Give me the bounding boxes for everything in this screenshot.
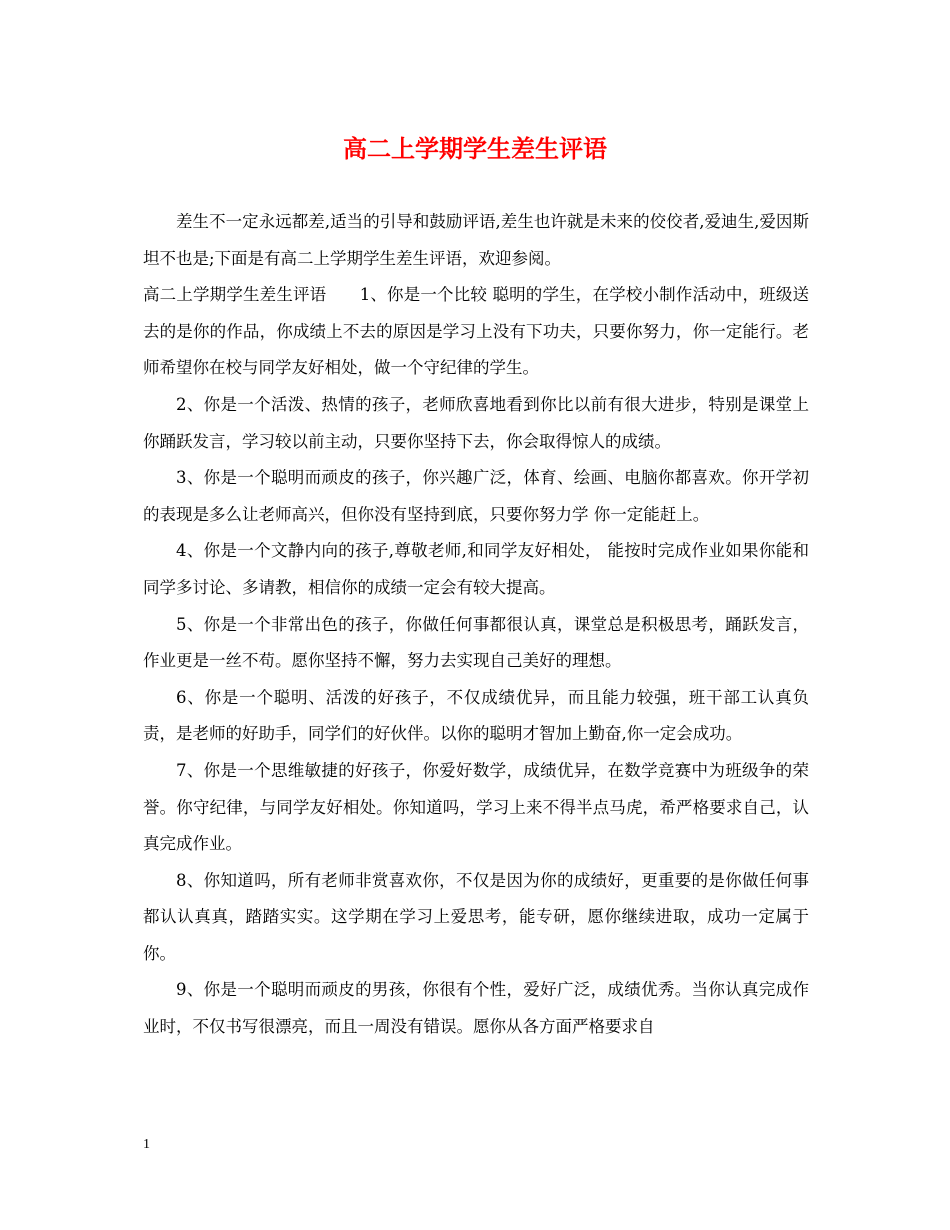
page-number: 1 bbox=[143, 1137, 150, 1152]
comment-paragraph-7: 7、你是一个思维敏捷的好孩子，你爱好数学，成绩优异，在数学竞赛中为班级争的荣誉。你守纪律，与同学友好相处。你知道吗，学习上来不得半点马虎，希严格要求自己，认真完成作业。 bbox=[143, 760, 809, 854]
document-title: 高二上学期学生差生评语 bbox=[343, 134, 607, 163]
intro-paragraph: 差生不一定永远都差,适当的引导和鼓励评语,差生也许就是未来的佼佼者,爱迪生,爱因斯坦不也是;下面是有高二上学期学生差生评语，欢迎参阅。 bbox=[143, 212, 809, 268]
document-body bbox=[143, 204, 809, 1046]
comment-paragraph-2: 2、你是一个活泼、热情的孩子，老师欣喜地看到你比以前有很大进步，特别是课堂上你踊跃发言，学习较以前主动，只要你坚持下去，你会取得惊人的成绩。 bbox=[143, 394, 809, 451]
comment-paragraph-3: 3、你是一个聪明而顽皮的孩子，你兴趣广泛，体育、绘画、电脑你都喜欢。你开学初的表现是多么让老师高兴，但你没有坚持到底，只要你努力学 你一定能赶上。 bbox=[143, 468, 809, 524]
comment-paragraph-6: 6、你是一个聪明、活泼的好孩子，不仅成绩优异，而且能力较强，班干部工认真负责，是老师的好助手，同学们的好伙伴。以你的聪明才智加上勤奋,你一定会成功。 bbox=[143, 687, 809, 744]
comment-paragraph-5: 5、你是一个非常出色的孩子，你做任何事都很认真，课堂总是积极思考，踊跃发言，作业更是一丝不苟。愿你坚持不懈，努力去实现自己美好的理想。 bbox=[143, 614, 809, 671]
comment-paragraph-8: 8、你知道吗，所有老师非赏喜欢你，不仅是因为你的成绩好，更重要的是你做任何事都认认真真，踏踏实实。这学期在学习上爱思考，能专研，愿你继续进取，成功一定属于你。 bbox=[143, 870, 809, 963]
comment-paragraph-1: 高二上学期学生差生评语 1、你是一个比较 聪明的学生，在学校小制作活动中，班级送去的是你的作品，你成绩上不去的原因是学习上没有下功夫，只要你努力，你一定能行。老师希望你在校与同学友好相处，做一个守纪律的学生。 bbox=[143, 285, 809, 378]
comment-paragraph-4: 4、你是一个文静内向的孩子,尊敬老师,和同学友好相处， 能按时完成作业如果你能和同学多讨论、多请教，相信你的成绩一定会有较大提高。 bbox=[143, 541, 809, 597]
comment-paragraph-9: 9、你是一个聪明而顽皮的男孩，你很有个性，爱好广泛，成绩优秀。当你认真完成作业时，不仅书写很漂亮，而且一周没有错误。愿你从各方面严格要求自 bbox=[143, 980, 809, 1037]
